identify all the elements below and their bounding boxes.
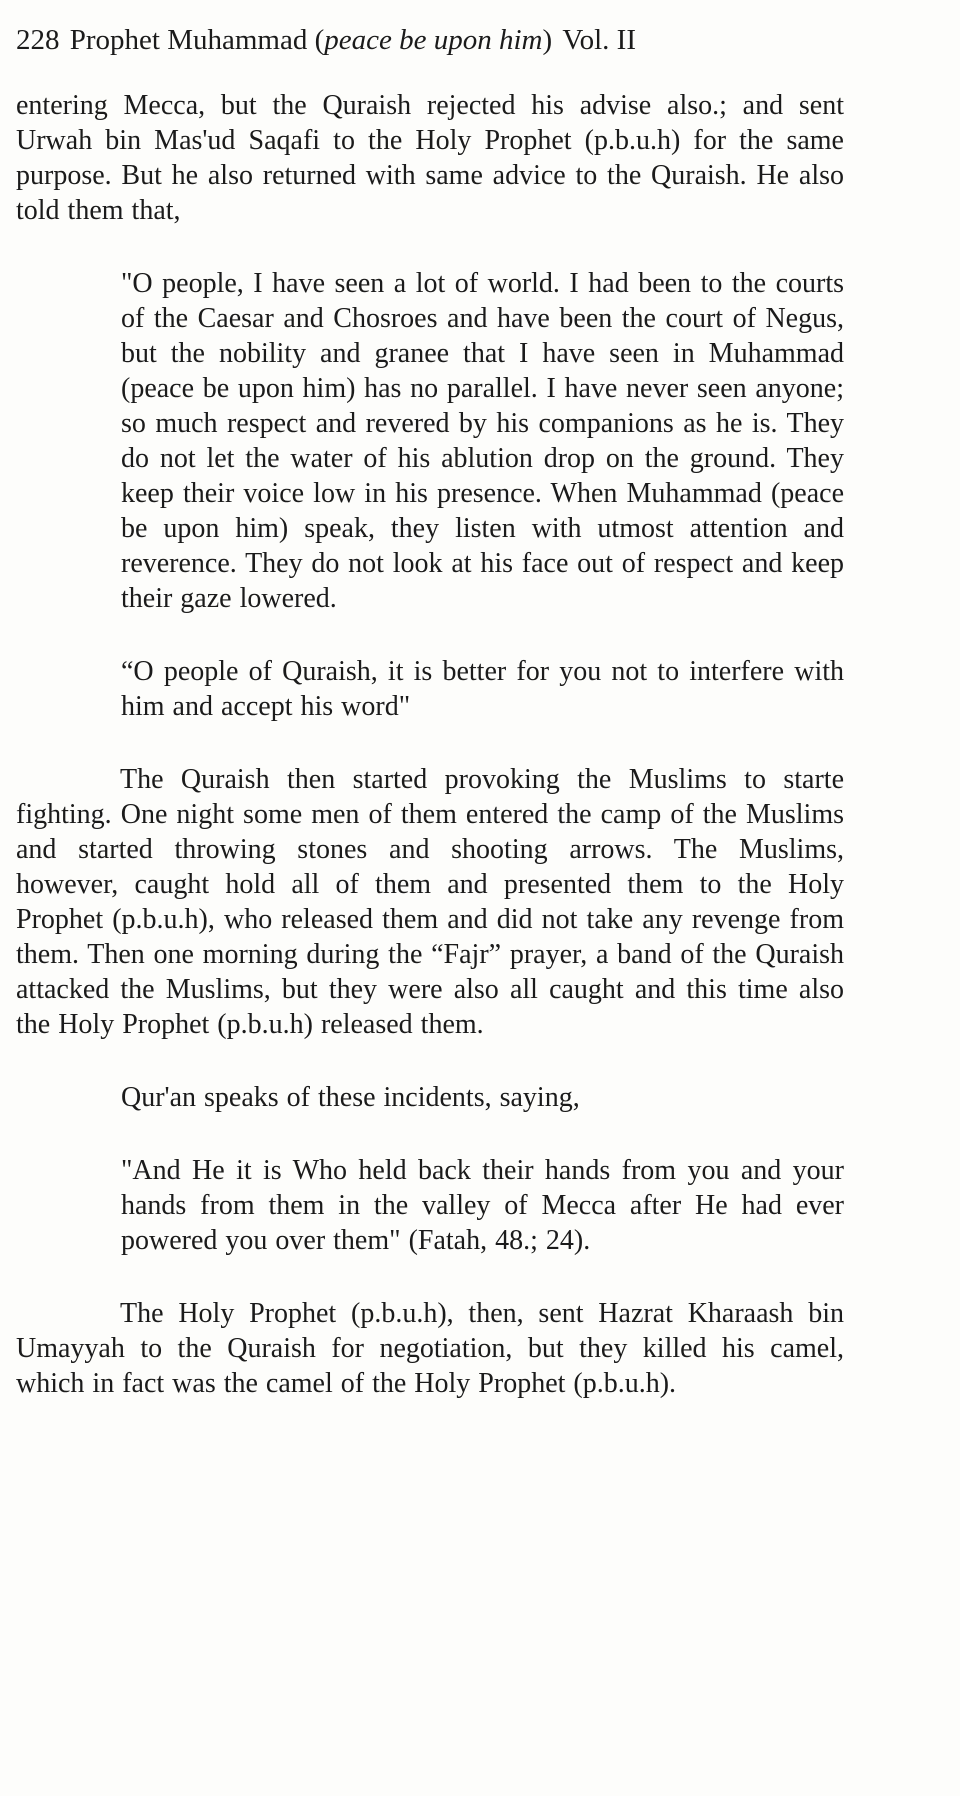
page-number: 228 — [16, 24, 60, 56]
volume-label: Vol. II — [562, 24, 636, 56]
paragraph-opening: entering Mecca, but the Quraish rejected his advise also.; and sent Urwah bin Mas'ud Saqafi to the Holy Prophet (p.b.u.h) for the same purpose. But he also returned with same advice to the Quraish. He also told them that, — [16, 90, 844, 226]
running-title-italic: peace be upon him — [324, 24, 543, 56]
page-header — [16, 22, 636, 58]
paragraph-closing: The Holy Prophet (p.b.u.h), then, sent Hazrat Kharaash bin Umayyah to the Quraish for negotiation, but they killed his camel, which in fact was the camel of the Holy Prophet (p.b.u.h). — [16, 1298, 844, 1399]
quote-block-1: "O people, I have seen a lot of world. I had been to the courts of the Caesar and Chosroes and have been the court of Negus, but the nobility and granee that I have seen in Muhammad (peace be upon him) has no parallel. I have never seen anyone; so much respect and revered by his companions as he is. They do not let the water of his ablution drop on the ground. They keep their voice low in his presence. When Muhammad (peace be upon him) speak, they listen with utmost attention and reverence. They do not look at his face out of respect and keep their gaze lowered. — [121, 268, 844, 614]
page-body — [16, 88, 844, 1401]
running-title-roman: Prophet Muhammad ( — [69, 24, 325, 56]
quote-block-quran: "And He it is Who held back their hands from you and your hands from them in the valley of Mecca after He had ever powered you over them" (Fatah, 48.; 24). — [121, 1155, 844, 1256]
lead-in-line: Qur'an speaks of these incidents, saying, — [121, 1082, 580, 1113]
running-title-close: ) — [542, 24, 553, 56]
quote-block-2: “O people of Quraish, it is better for you not to interfere with him and accept his word" — [121, 656, 844, 722]
paragraph-quraish-provoking: The Quraish then started provoking the Muslims to starte fighting. One night some men of them entered the camp of the Muslims and started throwing stones and shooting arrows. The Muslims, however, caught hold all of them and presented them to the Holy Prophet (p.b.u.h), who released them and did not take any revenge from them. Then one morning during the “Fajr” prayer, a band of the Quraish attacked the Muslims, but they were also all caught and this time also the Holy Prophet (p.b.u.h) released them. — [16, 764, 844, 1040]
running-title — [70, 22, 552, 58]
